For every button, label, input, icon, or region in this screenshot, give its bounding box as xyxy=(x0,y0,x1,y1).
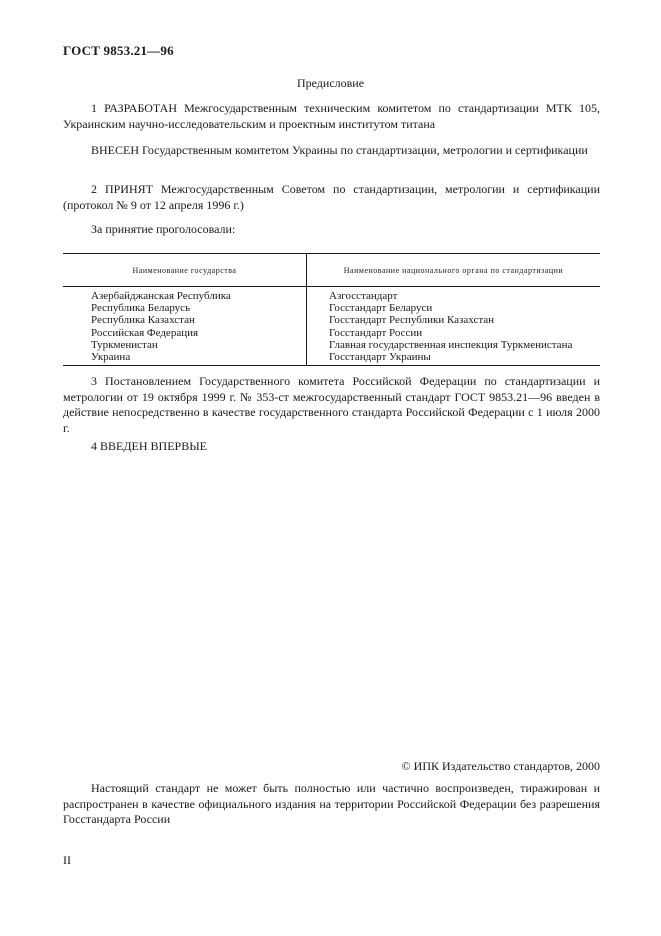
copyright-notice: © ИПК Издательство стандартов, 2000 xyxy=(401,759,600,773)
paragraph-introduced-first: 4 ВВЕДЕН ВПЕРВЫЕ xyxy=(91,439,207,453)
standards-bodies-column xyxy=(307,287,601,366)
table-cell-state: Республика Казахстан xyxy=(91,314,195,327)
table-header-state: Наименование государства xyxy=(63,254,307,287)
table-cell-standards-body: Главная государственная инспекция Туркменистана xyxy=(329,338,573,351)
table-cell-standards-body: Госстандарт Республики Казахстан xyxy=(329,314,495,327)
table-cell-state: Украина xyxy=(91,351,131,364)
table-cell-standards-body: Госстандарт Украины xyxy=(329,351,431,364)
table-cell-standards-body: Госстандарт Беларуси xyxy=(329,302,433,315)
table-cell-standards-body: Госстандарт России xyxy=(329,326,423,339)
table-cell-state: Российская Федерация xyxy=(91,326,199,339)
table-cell-state: Республика Беларусь xyxy=(91,302,191,315)
paragraph-adopted-by: 2 ПРИНЯТ Межгосударственным Советом по стандартизации, метрологии и сертификации (протокол № 9 от 12 апреля 1996 г.) xyxy=(63,182,600,212)
paragraph-resolution: 3 Постановлением Государственного комитета Российской Федерации по стандартизации и метрологии от 19 октября 1999 г. № 353-ст межгосударственный стандарт ГОСТ 9853.21—96 введен в действие непосредственно в качестве государственного стандарта Российской Федерации с 1 июля 2000 г. xyxy=(63,374,600,435)
state-names-column xyxy=(63,287,307,366)
paragraph-introduced-by: ВНЕСЕН Государственным комитетом Украины по стандартизации, метрологии и сертификации xyxy=(91,143,588,157)
paragraph-voted-for: За принятие проголосовали: xyxy=(91,222,236,236)
page-number: II xyxy=(63,853,71,867)
voting-states-table xyxy=(63,253,600,366)
table-cell-standards-body: Азгосстандарт xyxy=(329,290,398,302)
paragraph-developed-by: 1 РАЗРАБОТАН Межгосударственным техническим комитетом по стандартизации МТК 105, Украинским научно-исследовательским и проектным институтом титана xyxy=(63,101,600,131)
document-code-header: ГОСТ 9853.21—96 xyxy=(63,43,174,58)
table-header-standards-body: Наименование национального органа по стандартизации xyxy=(307,254,601,287)
foreword-title: Предисловие xyxy=(296,76,365,90)
reproduction-notice: Настоящий стандарт не может быть полностью или частично воспроизведен, тиражирован и распространен в качестве официального издания на территории Российской Федерации без разрешения Госстандарта России xyxy=(63,781,600,826)
table-cell-state: Азербайджанская Республика xyxy=(91,290,231,302)
table-cell-state: Туркменистан xyxy=(91,338,158,351)
